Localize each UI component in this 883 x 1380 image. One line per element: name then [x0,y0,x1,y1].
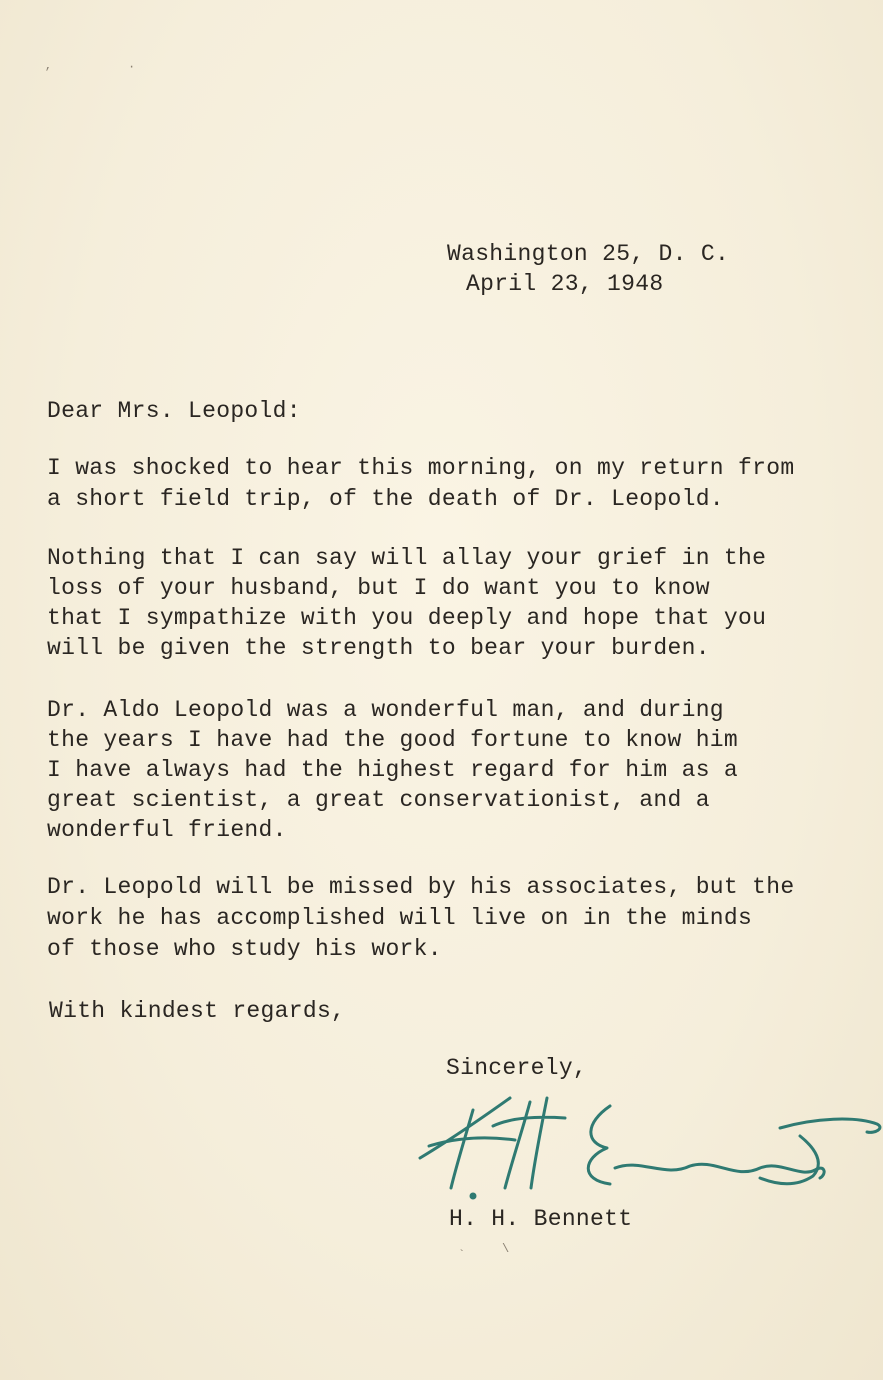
body-line: Dr. Leopold will be missed by his associates, but the [47,874,795,900]
body-line: that I sympathize with you deeply and hope that you [47,605,767,631]
body-line: I was shocked to hear this morning, on my return from [47,455,795,481]
body-line: wonderful friend. [47,817,287,843]
stray-mark: ` [458,1248,466,1262]
letter-date: April 23, 1948 [466,271,664,297]
body-line: will be given the strength to bear your burden. [47,635,710,661]
stray-mark: · [128,60,136,74]
closing: Sincerely, [446,1055,588,1081]
closing-regards: With kindest regards, [49,998,346,1024]
signature-stroke [615,1164,824,1178]
handwritten-signature [415,1088,883,1200]
body-line: a short field trip, of the death of Dr. Leopold. [47,486,724,512]
body-line: Nothing that I can say will allay your grief in the [47,545,767,571]
signature-stroke [420,1098,515,1188]
body-line: work he has accomplished will live on in the minds [47,905,753,931]
signature-stroke [493,1098,565,1188]
letterhead-place: Washington 25, D. C. [447,241,730,267]
salutation: Dear Mrs. Leopold: [47,398,301,424]
body-line: the years I have had the good fortune to know him [47,727,739,753]
body-line: great scientist, a great conservationist, and a [47,787,710,813]
body-line: Dr. Aldo Leopold was a wonderful man, and during [47,697,724,723]
signer-name: H. H. Bennett [449,1206,633,1232]
body-line: I have always had the highest regard for him as a [47,757,739,783]
stray-mark: ’ [44,66,52,80]
body-line: loss of your husband, but I do want you to know [47,575,710,601]
signature-stroke [760,1119,880,1184]
signature-stroke [588,1106,610,1184]
stray-mark: \ [502,1242,510,1256]
signature-dot [471,1194,475,1198]
body-line: of those who study his work. [47,936,442,962]
